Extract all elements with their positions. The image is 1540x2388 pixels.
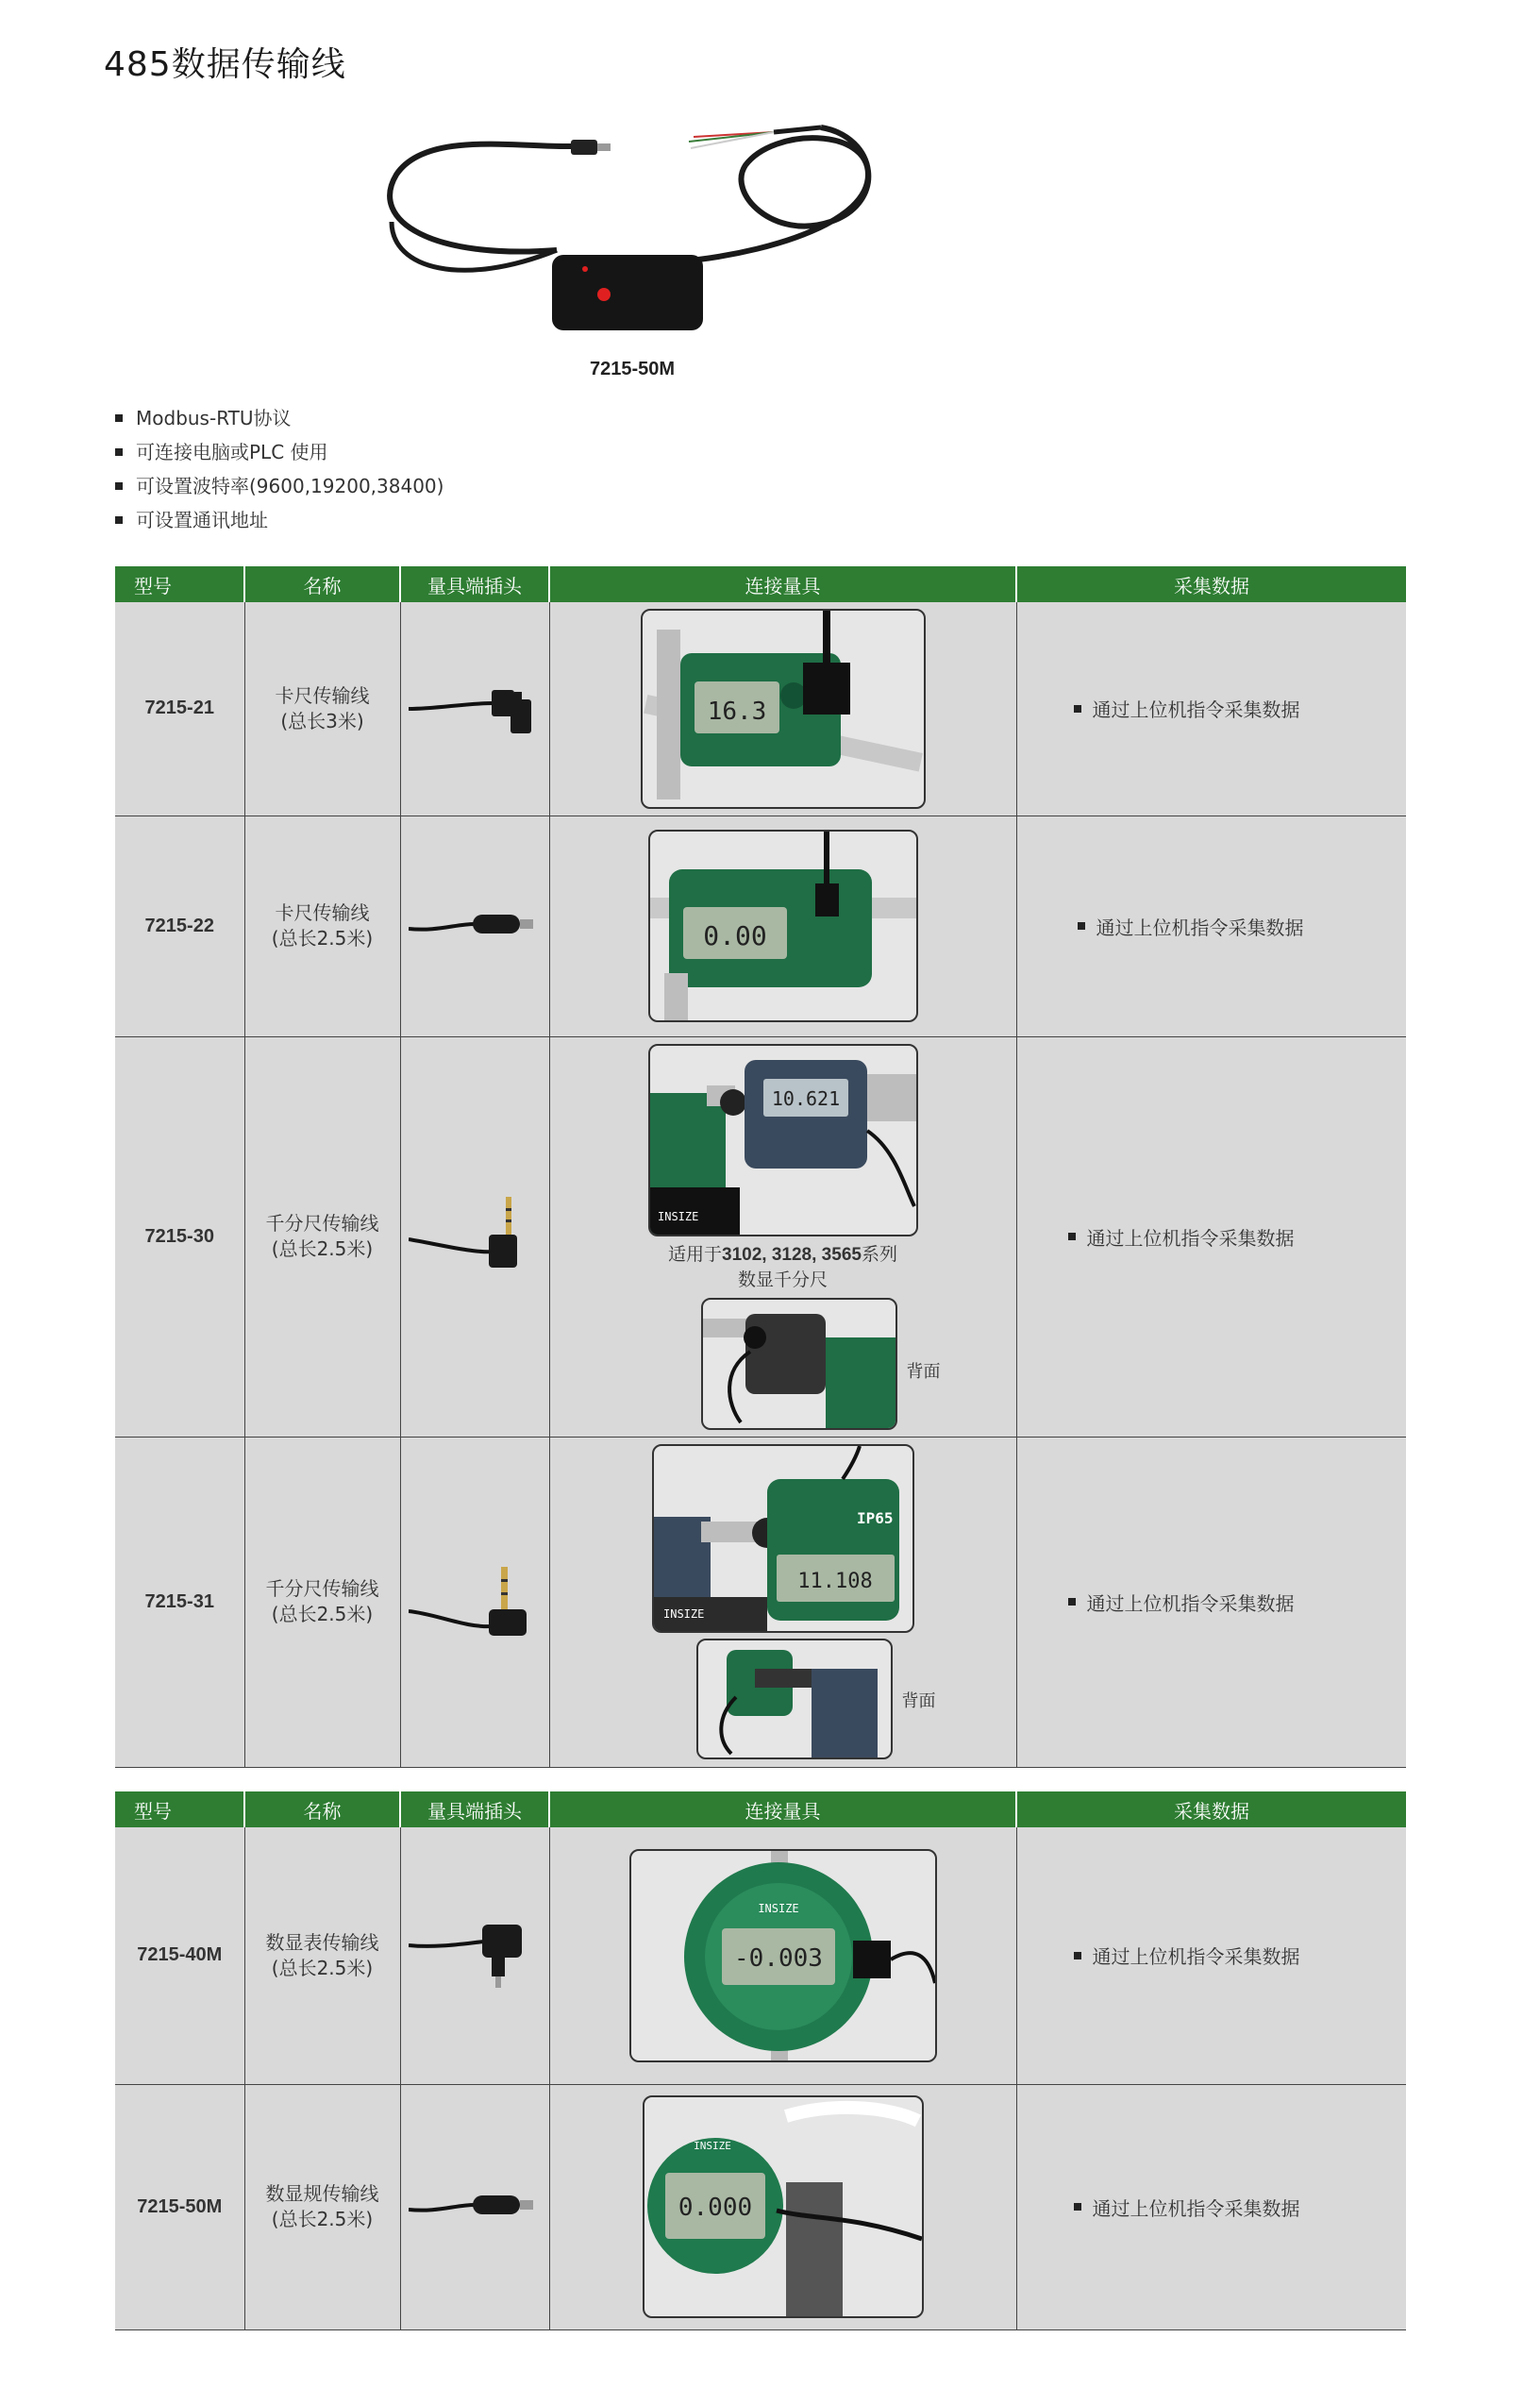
svg-text:INSIZE: INSIZE [693,2140,731,2152]
header-collect: 采集数据 [1016,1791,1406,1827]
hero-caption: 7215-50M [589,359,676,379]
feature-list [115,401,444,537]
bullet-icon [1068,1598,1076,1606]
plug-cell [400,816,549,1036]
micrometer-back-image [696,1639,893,1759]
table-row [115,2084,1406,2329]
name-cell: 数显规传输线 (总长2.5米) [244,2084,400,2329]
plug-icon [409,1187,541,1282]
collect-cell: 通过上位机指令采集数据 [1016,602,1406,816]
spec-table-1 [115,566,1406,1768]
micrometer-back-image [701,1298,897,1430]
bullet-icon [115,516,123,524]
plug-icon [409,664,541,748]
table-row [115,602,1406,816]
model-cell: 7215-21 [115,602,244,816]
plug-cell [400,1437,549,1767]
svg-text:IP65: IP65 [856,1509,894,1527]
bullet-icon [1074,1952,1081,1959]
header-name: 名称 [244,566,400,602]
caliper-image [641,609,926,809]
svg-text:INSIZE: INSIZE [662,1607,704,1621]
feature-item: 可连接电脑或PLC 使用 [115,435,444,469]
bullet-icon [1074,705,1081,713]
compatibility-note: 适用于3102, 3128, 3565系列 数显千分尺 [668,1243,897,1290]
feature-item: 可设置通讯地址 [115,503,444,537]
feature-item: 可设置波特率(9600,19200,38400) [115,469,444,503]
plug-cell [400,602,549,816]
svg-text:-0.003: -0.003 [733,1943,823,1973]
caliper-image [648,830,918,1022]
collect-cell: 通过上位机指令采集数据 [1016,2084,1406,2329]
header-gauge: 连接量具 [549,1791,1016,1827]
collect-cell: 通过上位机指令采集数据 [1016,816,1406,1036]
plug-icon [409,2177,541,2233]
svg-text:INSIZE: INSIZE [657,1209,698,1223]
model-cell: 7215-31 [115,1437,244,1767]
header-plug: 量具端插头 [400,1791,549,1827]
feature-item: Modbus-RTU协议 [115,401,444,435]
bullet-icon [115,448,123,456]
model-cell: 7215-22 [115,816,244,1036]
name-cell: 卡尺传输线 (总长3米) [244,602,400,816]
back-label: 背面 [906,1361,941,1382]
bullet-icon [115,482,123,490]
table-row [115,816,1406,1036]
name-cell: 千分尺传输线 (总长2.5米) [244,1437,400,1767]
cable-product-image [377,109,906,363]
page-title: 485数据传输线 [104,45,346,84]
header-plug: 量具端插头 [400,566,549,602]
header-model: 型号 [115,1791,244,1827]
name-cell: 千分尺传输线 (总长2.5米) [244,1036,400,1437]
bullet-icon [1068,1233,1076,1240]
model-cell: 7215-50M [115,2084,244,2329]
bullet-icon [115,414,123,422]
plug-cell [400,1827,549,2084]
svg-text:0.00: 0.00 [702,920,767,951]
table-row [115,1437,1406,1767]
name-cell: 卡尺传输线 (总长2.5米) [244,816,400,1036]
model-cell: 7215-40M [115,1827,244,2084]
svg-text:11.108: 11.108 [796,1570,873,1593]
plug-icon [409,1553,541,1647]
header-model: 型号 [115,566,244,602]
name-cell: 数显表传输线 (总长2.5米) [244,1827,400,2084]
gauge-cell [549,2084,1016,2329]
gauge-cell [549,1827,1016,2084]
plug-icon [409,1906,541,2000]
bullet-icon [1074,2203,1081,2211]
gauge-cell [549,602,1016,816]
micrometer-image [652,1444,914,1633]
table-row [115,1827,1406,2084]
back-label: 背面 [901,1691,936,1711]
svg-text:INSIZE: INSIZE [757,1901,799,1915]
table-row [115,1036,1406,1437]
indicator-image [629,1849,937,2062]
gauge-cell [549,816,1016,1036]
header-collect: 采集数据 [1016,566,1406,602]
collect-cell: 通过上位机指令采集数据 [1016,1437,1406,1767]
header-name: 名称 [244,1791,400,1827]
svg-text:0.000: 0.000 [678,2194,752,2222]
plug-cell [400,1036,549,1437]
collect-cell: 通过上位机指令采集数据 [1016,1827,1406,2084]
model-cell: 7215-30 [115,1036,244,1437]
collect-cell: 通过上位机指令采集数据 [1016,1036,1406,1437]
plug-cell [400,2084,549,2329]
gauge-cell [549,1036,1016,1437]
gauge-cell [549,1437,1016,1767]
micrometer-image [648,1044,918,1236]
svg-text:16.3: 16.3 [707,697,766,726]
spec-table-2 [115,1791,1406,2330]
bullet-icon [1078,922,1085,930]
header-gauge: 连接量具 [549,566,1016,602]
plug-icon [409,896,541,952]
svg-text:10.621: 10.621 [771,1086,840,1110]
gauge-image [643,2095,924,2318]
